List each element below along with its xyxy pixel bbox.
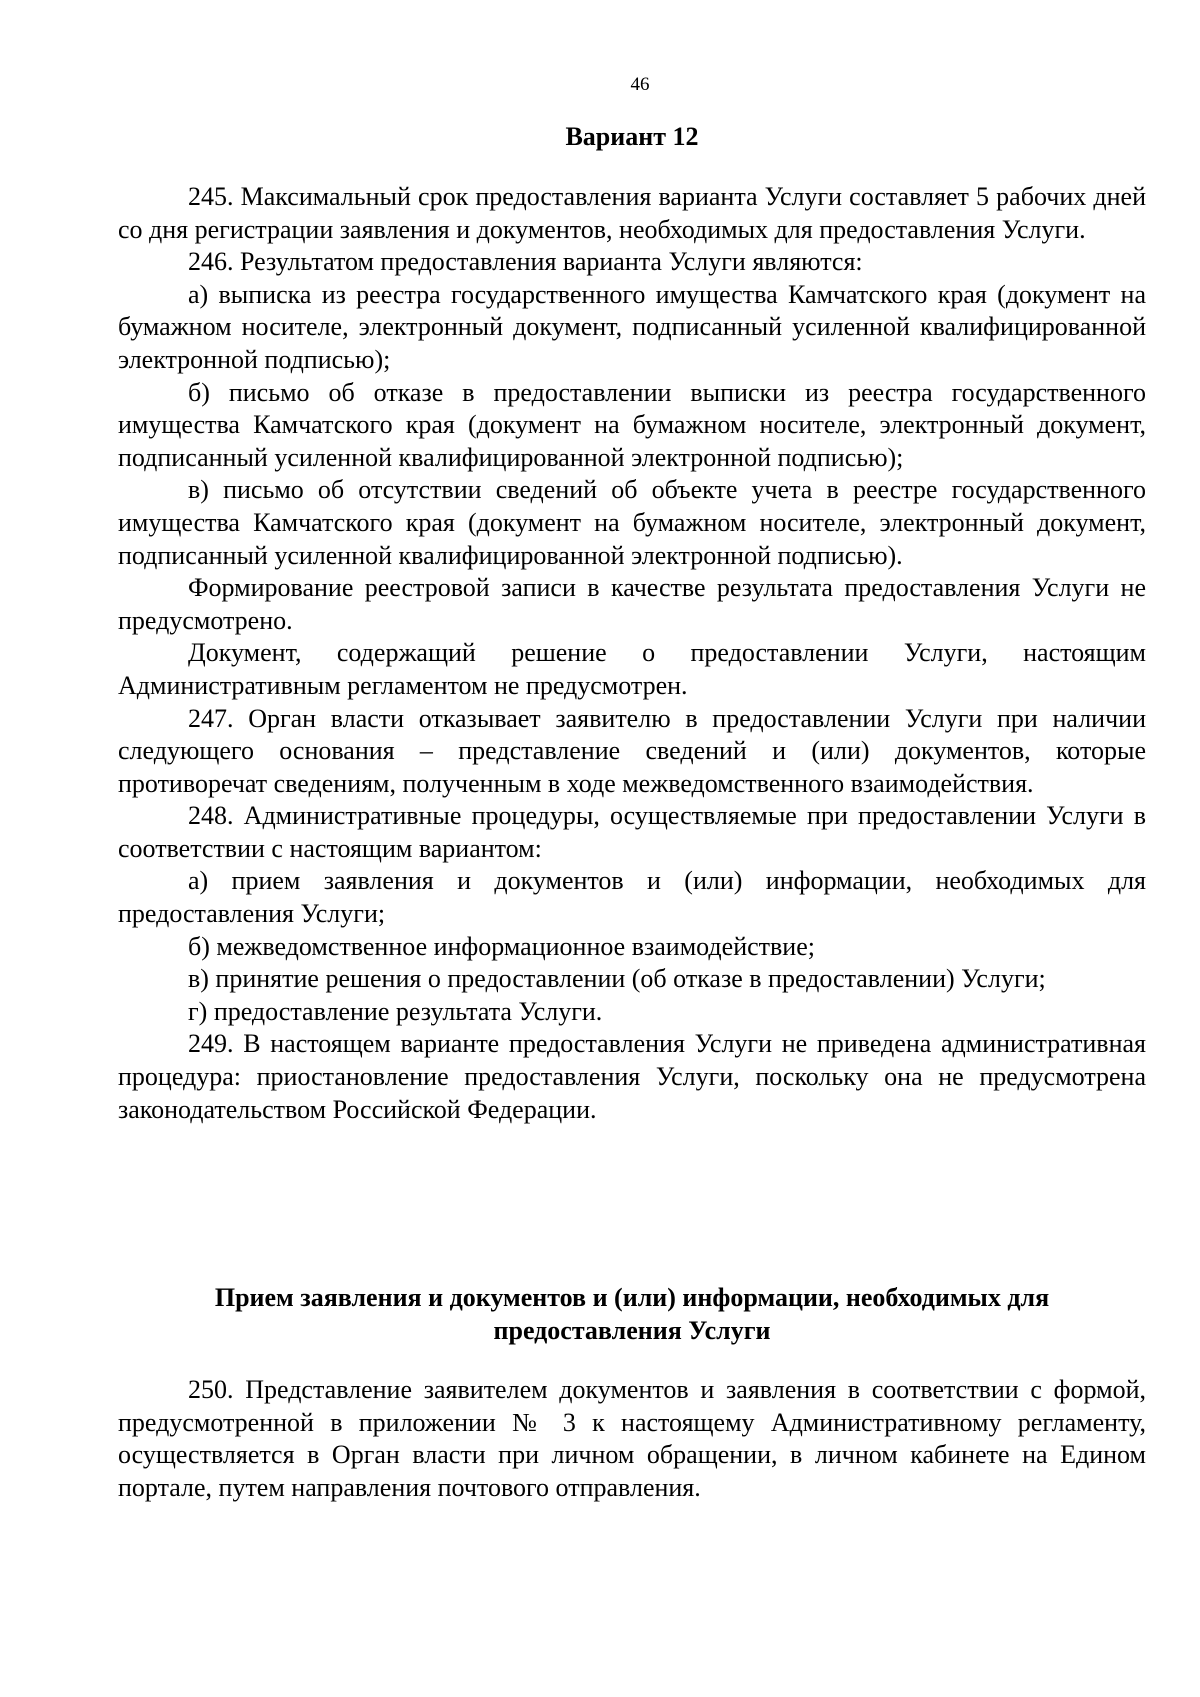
section-heading: [118, 1281, 1146, 1347]
variant-title: Вариант 12: [565, 122, 699, 151]
paragraph-decision-document: Документ, содержащий решение о предоставлении Услуги, настоящим Административным регламентом не предусмотрен.: [118, 638, 1146, 700]
procedure-item-g: г) предоставление результата Услуги.: [188, 996, 603, 1026]
paragraph-248: 248. Административные процедуры, осуществляемые при предоставлении Услуги в соответствии с настоящим вариантом:: [118, 801, 1146, 863]
main-body: [118, 121, 1146, 1126]
list-item-a: а) выписка из реестра государственного имущества Камчатского края (документ на бумажном носителе, электронный документ, подписанный усиленной квалифицированной электронной подписью);: [118, 279, 1146, 374]
list-item-v: в) письмо об отсутствии сведений об объекте учета в реестре государственного имущества Камчатского края (документ на бумажном носителе, электронный документ, подписанный усиленной квалифицированной электронной подписью).: [118, 475, 1146, 570]
section-body: [118, 1374, 1146, 1504]
section-heading-line-1: Прием заявления и документов и (или) информации, необходимых для: [214, 1283, 1050, 1312]
procedure-item-b: б) межведомственное информационное взаимодействие;: [188, 931, 815, 961]
procedure-item-a: а) прием заявления и документов и (или) информации, необходимых для предоставления Услуги;: [118, 866, 1146, 929]
paragraph-247: 247. Орган власти отказывает заявителю в предоставлении Услуги при наличии следующего основания – представление сведений и (или) документов, которые противоречат сведениям, полученным в ходе межведомственного взаимодействия.: [118, 703, 1146, 798]
page-number: 46: [630, 74, 650, 95]
paragraph-registry-record: Формирование реестровой записи в качестве результата предоставления Услуги не предусмотрено.: [118, 573, 1146, 635]
paragraph-246: 246. Результатом предоставления варианта Услуги являются:: [188, 247, 863, 277]
list-item-b: б) письмо об отказе в предоставлении выписки из реестра государственного имущества Камчатского края (документ на бумажном носителе, электронный документ, подписанный усиленной квалифицированной электронной подписью);: [118, 377, 1146, 472]
section-heading-line-2: предоставления Услуги: [493, 1316, 771, 1345]
title-spacer: [118, 153, 1146, 181]
paragraph-250: 250. Представление заявителем документов и заявления в соответствии с формой, предусмотренной в приложении № 3 к настоящему Административному регламенту, осуществляется в Орган власти при личном обращении, в личном кабинете на Едином портале, путем направления почтового отправления.: [118, 1375, 1146, 1502]
paragraph-245: 245. Максимальный срок предоставления варианта Услуги составляет 5 рабочих дней со дня регистрации заявления и документов, необходимых для предоставления Услуги.: [118, 182, 1146, 244]
procedure-item-v: в) принятие решения о предоставлении (об отказе в предоставлении) Услуги;: [188, 964, 1046, 994]
paragraph-249: 249. В настоящем варианте предоставления Услуги не приведена административная процедура: приостановление предоставления Услуги, поскольку она не предусмотрена законодательством Российской Федерации.: [118, 1029, 1146, 1124]
